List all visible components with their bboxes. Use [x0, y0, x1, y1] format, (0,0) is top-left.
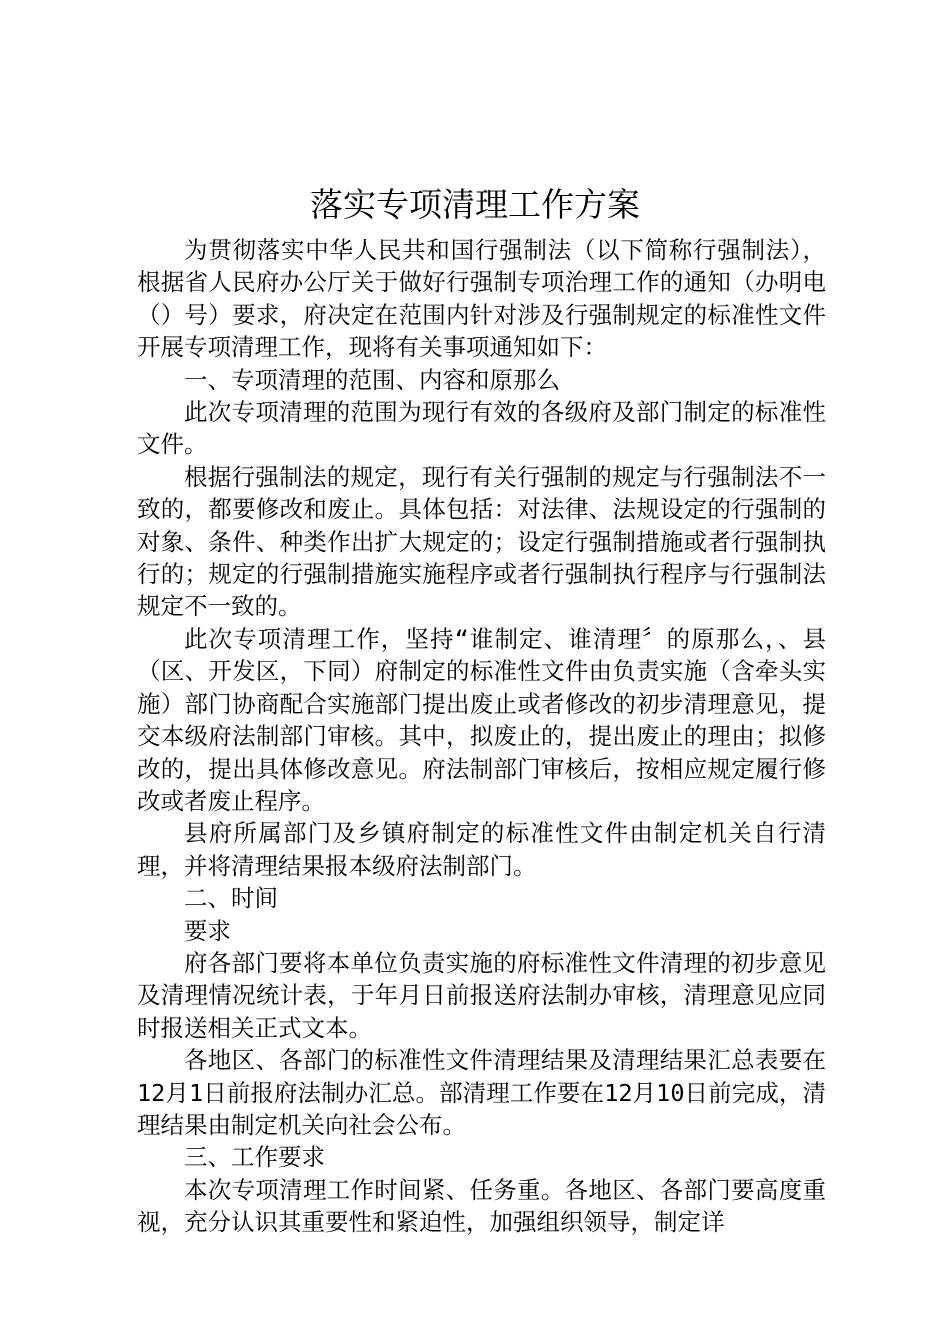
paragraph-intro: 为贯彻落实中华人民共和国行强制法（以下简称行强制法），根据省人民府办公厅关于做好行强制专项治理工作的通知（办明电（）号）要求，府决定在范围内针对涉及行强制规定的标准性文件开展专项清理工作，现将有关事项通知如下：	[137, 236, 826, 362]
heading-requirement: 要求	[184, 916, 231, 945]
paragraph-county: 县府所属部门及乡镇府制定的标准性文件由制定机关自行清理，并将清理结果报本级府法制部门。	[137, 819, 826, 880]
document-title: 落实专项清理工作方案	[310, 185, 640, 224]
paragraph-basis: 根据行强制法的规定，现行有关行强制的规定与行强制法不一致的，都要修改和废止。具体包括：对法律、法规设定的行强制的对象、条件、种类作出扩大规定的；设定行强制措施或者行强制执行的；规定的行强制措施实施程序或者行强制执行程序与行强制法规定不一致的。	[137, 462, 826, 621]
paragraph-principle: 此次专项清理工作，坚持“谁制定、谁清理〞的原那么，、县（区、开发区，下同）府制定的标准性文件由负责实施（含牵头实施）部门协商配合实施部门提出废止或者修改的初步清理意见，提交本级府法制部门审核。其中，拟废止的，提出废止的理由；拟修改的，提出具体修改意见。府法制部门审核后，按相应规定履行修改或者废止程序。	[137, 624, 826, 815]
paragraph-submission: 府各部门要将本单位负责实施的府标准性文件清理的初步意见及清理情况统计表，于年月日前报送府法制办审核，清理意见应同时报送相关正式文本。	[137, 948, 826, 1042]
paragraph-work-requirements: 本次专项清理工作时间紧、任务重。各地区、各部门要高度重视，充分认识其重要性和紧迫性，加强组织领导，制定详	[137, 1175, 826, 1237]
heading-work-requirements: 三、工作要求	[184, 1143, 325, 1172]
heading-scope: 一、专项清理的范围、内容和原那么	[184, 365, 560, 394]
heading-time: 二、时间	[184, 884, 278, 913]
document-body	[137, 234, 826, 1239]
paragraph-scope: 此次专项清理的范围为现行有效的各级府及部门制定的标准性文件。	[137, 398, 826, 459]
paragraph-deadline: 各地区、各部门的标准性文件清理结果及清理结果汇总表要在12月1日前报府法制办汇总。部清理工作要在12月10日前完成，清理结果由制定机关向社会公布。	[137, 1046, 826, 1139]
